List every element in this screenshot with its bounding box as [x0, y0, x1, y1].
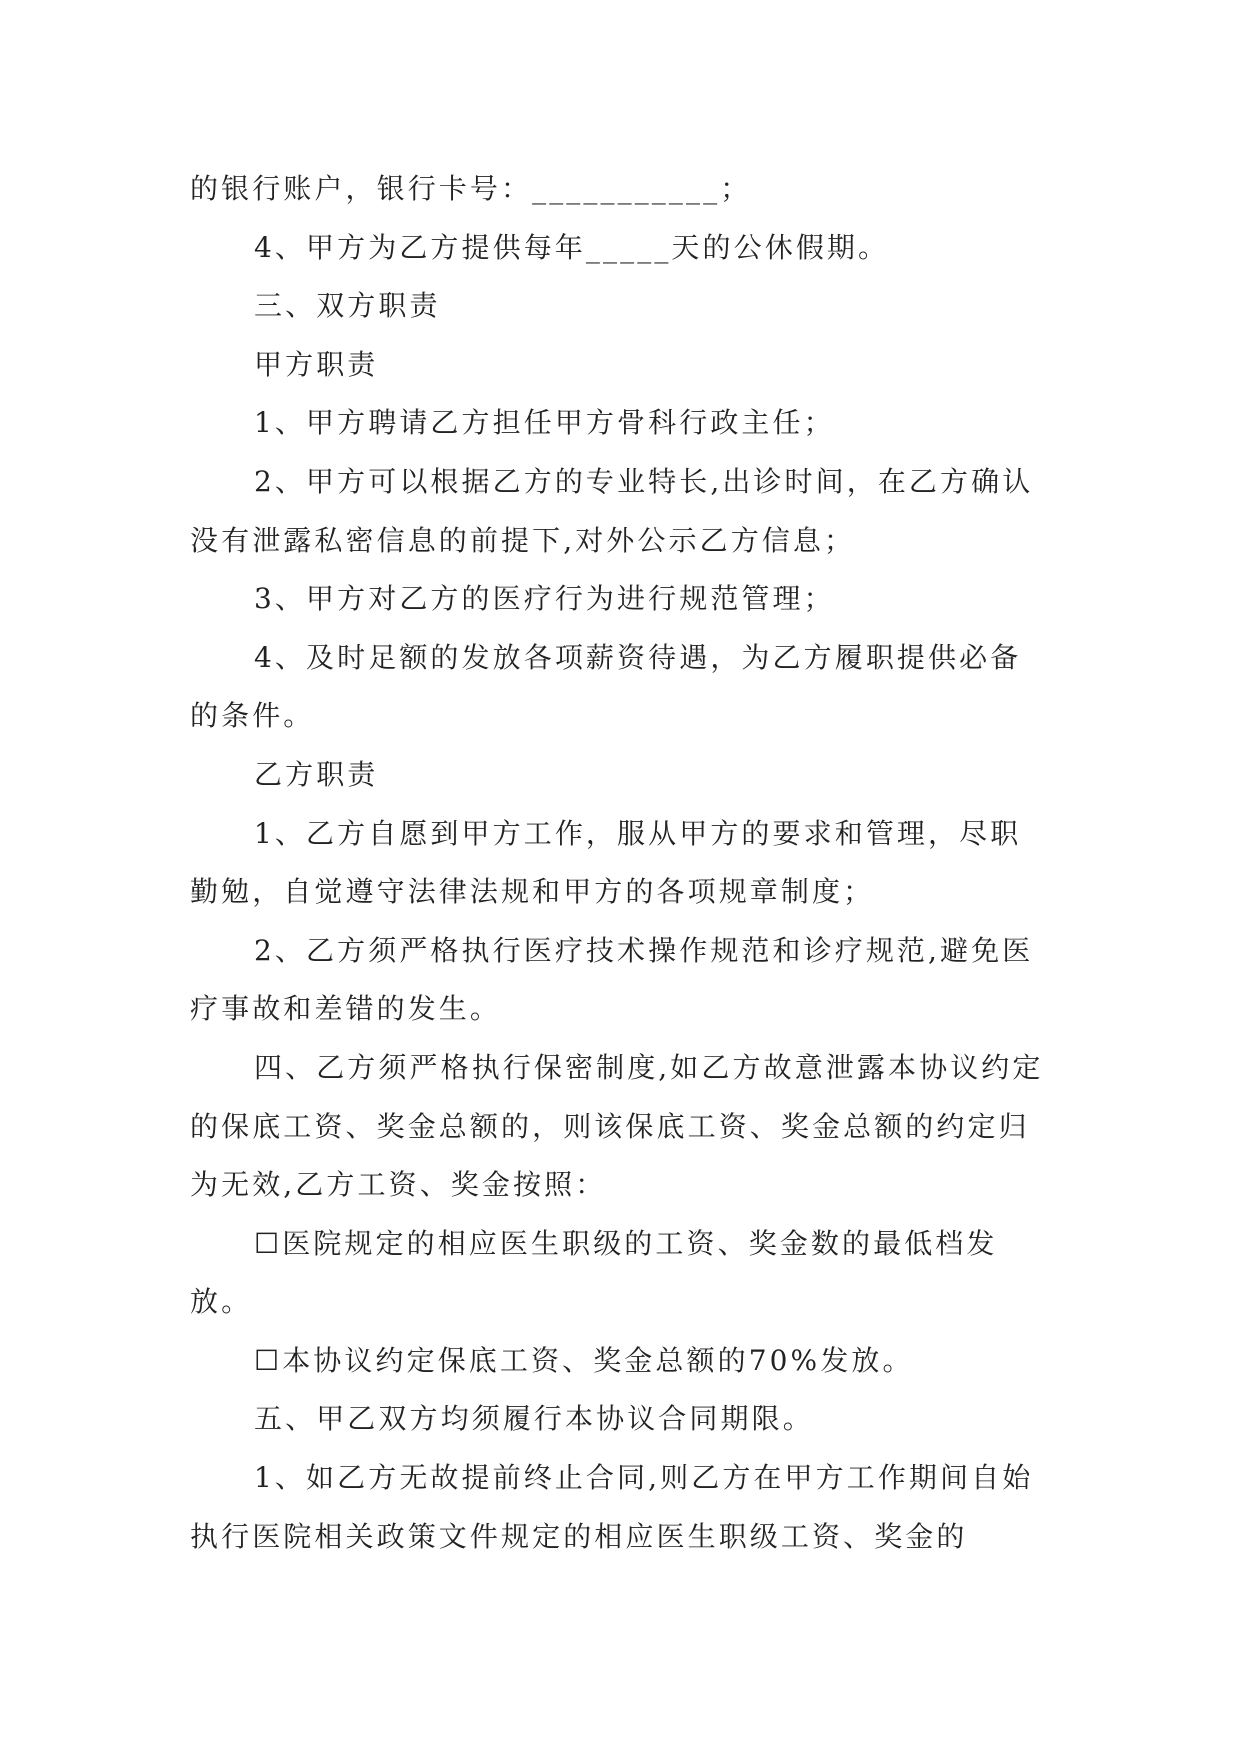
- checkbox-option-seventy-percent: ☐本协议约定保底工资、奖金总额的70%发放。: [254, 1343, 914, 1377]
- party-a-duty-4: 4、及时足额的发放各项薪资待遇，为乙方履职提供必备的条件。: [190, 640, 1022, 733]
- section-heading-duties: 三、双方职责: [254, 289, 441, 323]
- party-a-duty-1: 1、甲方聘请乙方担任甲方骨科行政主任；: [254, 406, 835, 440]
- section-contract-term: 五、甲乙双方均须履行本协议合同期限。: [254, 1402, 814, 1436]
- subheading-party-b-duties: 乙方职责: [254, 757, 379, 791]
- party-a-duty-3: 3、甲方对乙方的医疗行为进行规范管理；: [254, 582, 835, 616]
- contract-term-clause-1: 1、如乙方无故提前终止合同,则乙方在甲方工作期间自始执行医院相关政策文件规定的相应医生职级工资、奖金的: [190, 1461, 1034, 1553]
- party-a-duty-2: 2、甲方可以根据乙方的专业特长,出诊时间，在乙方确认没有泄露私密信息的前提下,对外公示乙方信息；: [190, 464, 1034, 557]
- paragraph-annual-leave: 4、甲方为乙方提供每年_____天的公休假期。: [254, 230, 890, 264]
- document-page: [190, 160, 1052, 1566]
- section-confidentiality: 四、乙方须严格执行保密制度,如乙方故意泄露本协议约定的保底工资、奖金总额的，则该保底工资、奖金总额的约定归为无效,乙方工资、奖金按照：: [190, 1050, 1044, 1202]
- checkbox-option-lowest-tier: ☐医院规定的相应医生职级的工资、奖金数的最低档发放。: [190, 1226, 998, 1319]
- party-b-duty-2: 2、乙方须严格执行医疗技术操作规范和诊疗规范,避免医疗事故和差错的发生。: [190, 933, 1034, 1026]
- paragraph-bank-account: 的银行账户，银行卡号：___________；: [190, 172, 752, 205]
- party-b-duty-1: 1、乙方自愿到甲方工作，服从甲方的要求和管理，尽职勤勉，自觉遵守法律法规和甲方的各项规章制度；: [190, 816, 1022, 909]
- subheading-party-a-duties: 甲方职责: [254, 347, 379, 381]
